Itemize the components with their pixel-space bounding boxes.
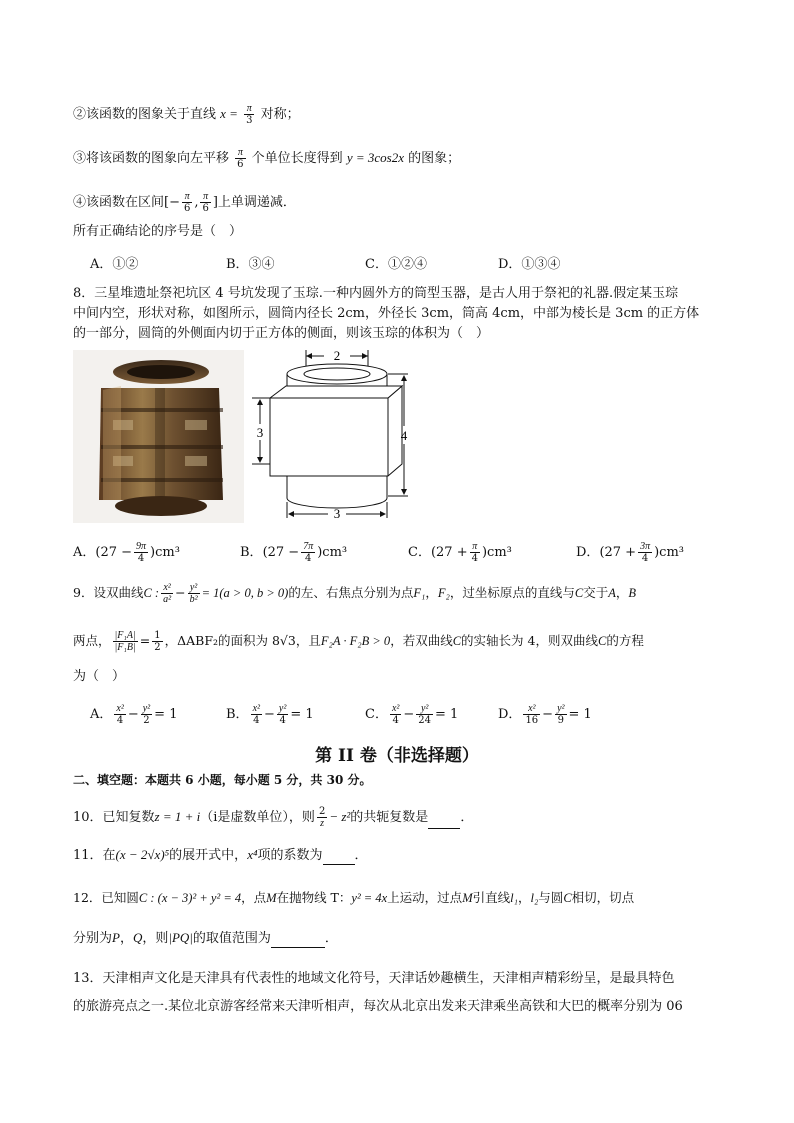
q8-line-3: 的一部分，圆筒的外侧面内切于正方体的侧面，则该玉琮的体积为（ ） <box>73 326 490 341</box>
q8-line-2: 中间内空，形状对称，如图所示，圆筒内径长 2cm，外径长 3cm，筒高 4cm，中部为棱长是 3cm 的正方体 <box>73 306 700 321</box>
answer-blank <box>428 810 460 829</box>
q13-line-1: 13．天津相声文化是天津具有代表性的地域文化符号，天津话妙趣横生，天津相声精彩纷呈，是最具特色 <box>73 971 675 986</box>
q9-line-1: 9．设双曲线C : $\frac{\text{x²}}{\text{a²}}$ − $\frac{\text{y²}}{\text{b²}}$ = 1(a > 0, b > 0)的左、右焦点分别为点F₁，F₂，过坐标原点的直线与C交于A，B <box>73 582 636 605</box>
q11: 11．在(x − 2√x)⁵的展开式中，x⁴项的系数为 ． <box>73 847 368 863</box>
answer-blank <box>271 929 325 948</box>
q12-line-2: 分别为P，Q，则|PQ|的取值范围为 ． <box>73 930 338 946</box>
diagram-right-label: 4 <box>400 428 408 443</box>
diagram-bottom-label: 3 <box>333 506 341 521</box>
math: y = 3cos2x <box>346 150 404 165</box>
q8-line-1: 8．三星堆遗址祭祀坑区 4 号坑发现了玉琮.一种内圆外方的筒型玉器，是古人用于祭祀的礼器.假定某玉琮 <box>73 286 679 301</box>
q7-option-d: D．①③④ <box>498 257 561 272</box>
q7-option-a: A．①② <box>90 257 139 272</box>
q9-line-2: 两点， $\frac{\text{|F₁A|}}{\text{|F₁B|}}$ = $\frac{1}{2}$ ，ΔABF₂的面积为 8√3，且F₂A · F₂B > 0，若双曲线C的实轴长为 4，则双曲线C的方程 <box>73 630 644 653</box>
fraction: $\frac{\pi}{3}$ <box>246 103 253 126</box>
answer-blank <box>323 846 355 865</box>
q7-option-c: C．①②④ <box>365 257 427 272</box>
fraction: $\frac{\pi}{6}$ <box>183 191 191 214</box>
q9-option-c: C． $\frac{\text{x²}}{4}$ − $\frac{\text{y²}}{24}$ = 1 <box>365 703 459 726</box>
text: ]上单调递减． <box>212 195 296 210</box>
q7-option-b: B．③④ <box>226 257 275 272</box>
text: 个单位长度得到 <box>251 151 343 166</box>
text: 的图象； <box>408 151 461 166</box>
q13-line-2: 的旅游亮点之一.某位北京游客经常来天津听相声，每次从北京出发来天津乘坐高铁和大巴的概率分别为 06 <box>73 999 683 1014</box>
text: ④该函数在区间[− <box>73 195 180 210</box>
q8-option-c: C．(27 + $\frac{\pi}{4}$ )cm³ <box>408 541 512 564</box>
q7-statement-2 <box>73 103 300 126</box>
q9-option-a: A． $\frac{\text{x²}}{4}$ − $\frac{\text{y²}}{2}$ = 1 <box>90 703 178 726</box>
diagram-top-label: 2 <box>333 348 341 363</box>
text: 对称； <box>260 107 300 122</box>
q7-statement-4: ④该函数在区间[− $\frac{\pi}{6}$ , $\frac{\pi}{6}$ ]上单调递减． <box>73 191 296 214</box>
fraction: $\frac{\pi}{6}$ <box>237 147 244 170</box>
cong-diagram <box>248 346 428 522</box>
text: ③将该函数的图象向左平移 <box>73 151 230 166</box>
q10: 10．已知复数z = 1 + i（i是虚数单位），则 $\frac{2}{z}$ − z²的共轭复数是 ． <box>73 806 474 829</box>
q9-option-d: D． $\frac{\text{x²}}{16}$ − $\frac{\text{y²}}{9}$ = 1 <box>498 703 592 726</box>
q8-option-b: B．(27 − $\frac{7\pi}{4}$ )cm³ <box>240 541 348 564</box>
q9-option-b: B． $\frac{\text{x²}}{4}$ − $\frac{\text{y²}}{4}$ = 1 <box>226 703 314 726</box>
diagram-left-label: 3 <box>256 425 264 440</box>
section-header: 二、填空题：本题共 6 小题，每小题 5 分，共 30 分。 <box>73 773 372 787</box>
jade-cong-photo <box>73 350 244 523</box>
q8-option-d: D．(27 + $\frac{3\pi}{4}$ )cm³ <box>576 541 684 564</box>
section-title: 第 II 卷（非选择题） <box>315 746 479 766</box>
text: ②该函数的图象关于直线 <box>73 107 217 122</box>
q8-option-a: A．(27 − $\frac{9\pi}{4}$ )cm³ <box>73 541 180 564</box>
q7-statement-3 <box>73 147 460 170</box>
q12-line-1: 12．已知圆C : (x − 3)² + y² = 4，点M在抛物线 T：y² = 4x上运动，过点M引直线l₁，l₂与圆C相切，切点 <box>73 890 635 905</box>
fraction: $\frac{\pi}{6}$ <box>202 191 209 214</box>
q7-ask: 所有正确结论的序号是（ ） <box>73 224 243 239</box>
q9-line-3: 为（ ） <box>73 669 126 684</box>
math: x = <box>220 106 238 121</box>
